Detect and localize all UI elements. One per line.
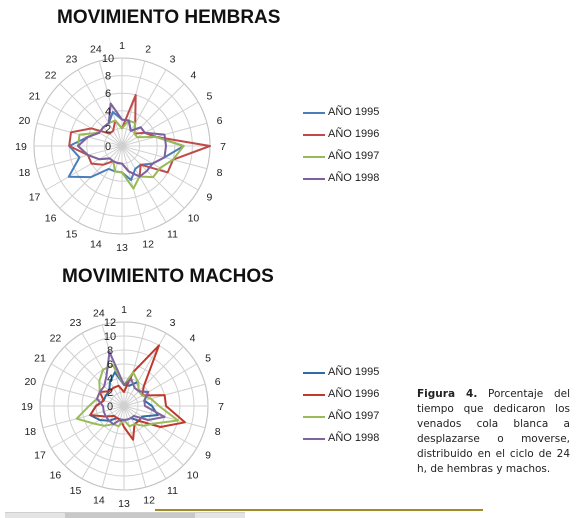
category-label: 16 (49, 469, 62, 482)
legend-hembras (303, 106, 423, 206)
category-label: 17 (34, 449, 46, 462)
horizontal-scrollbar[interactable] (5, 512, 245, 518)
category-label: 7 (220, 141, 226, 153)
figure-caption (417, 387, 570, 477)
legend-label: AÑO 1996 (328, 388, 380, 400)
category-label: 4 (190, 69, 197, 82)
caption-label: Figura 4. (417, 388, 478, 400)
category-label: 3 (169, 53, 176, 66)
category-label: 15 (65, 228, 78, 241)
category-label: 2 (146, 307, 153, 320)
category-label: 20 (18, 114, 31, 127)
legend-swatch (303, 112, 325, 114)
category-label: 13 (116, 242, 128, 254)
category-label: 10 (187, 212, 200, 225)
category-label: 1 (121, 304, 127, 316)
category-label: 4 (189, 332, 196, 345)
category-label: 3 (169, 316, 176, 329)
radial-tick-label: 2 (104, 123, 112, 136)
category-label: 16 (44, 212, 57, 225)
category-label: 7 (218, 401, 224, 413)
scrollbar-thumb[interactable] (65, 513, 195, 518)
category-label: 6 (216, 114, 223, 127)
category-label: 20 (24, 375, 37, 388)
legend-swatch (303, 372, 325, 374)
radial-tick-label: 6 (104, 88, 112, 101)
radial-tick-label: 8 (106, 345, 114, 357)
category-label: 2 (145, 43, 152, 56)
category-label: 12 (143, 494, 155, 507)
category-label: 15 (69, 485, 82, 498)
category-label: 23 (69, 316, 82, 329)
legend-label: AÑO 1996 (328, 128, 380, 140)
category-label: 18 (24, 426, 37, 439)
category-label: 21 (34, 352, 46, 365)
legend-label: AÑO 1998 (328, 432, 380, 444)
radial-tick-label: 10 (101, 53, 115, 65)
category-label: 10 (186, 469, 199, 482)
legend-swatch (303, 394, 325, 396)
category-label: 17 (28, 191, 41, 204)
legend-label: AÑO 1997 (328, 150, 380, 162)
legend-swatch (303, 438, 325, 440)
legend-swatch (303, 178, 325, 180)
category-label: 14 (93, 494, 105, 507)
category-label: 5 (205, 352, 211, 365)
radial-tick-label: 8 (104, 70, 112, 83)
legend-machos (303, 366, 423, 466)
category-label: 22 (49, 332, 62, 345)
caption-text: Porcentaje del tiempo que dedicaron los venados cola blanca a desplazarse o moverse, distribuido en el ciclo de 24 h, de hembras y machos. (417, 388, 570, 475)
category-label: 13 (118, 498, 130, 510)
legend-label: AÑO 1997 (328, 410, 380, 422)
category-label: 12 (142, 238, 154, 251)
legend-label: AÑO 1995 (328, 106, 380, 118)
category-label: 11 (167, 485, 178, 498)
category-label: 22 (44, 69, 57, 82)
legend-label: AÑO 1995 (328, 366, 380, 378)
category-label: 19 (15, 141, 27, 153)
category-label: 9 (205, 449, 211, 462)
category-label: 8 (214, 426, 221, 439)
radial-tick-label: 6 (106, 359, 114, 371)
radial-tick-label: 4 (104, 105, 112, 118)
category-label: 11 (167, 228, 178, 241)
legend-swatch (303, 134, 325, 136)
radial-tick-label: 4 (106, 373, 114, 385)
category-label: 19 (21, 401, 33, 413)
radial-tick-label: 12 (103, 317, 117, 329)
radial-tick-label: 0 (104, 141, 112, 153)
radial-tick-label: 10 (103, 331, 117, 343)
category-label: 24 (90, 43, 102, 56)
category-label: 8 (216, 167, 223, 180)
legend-label: AÑO 1998 (328, 172, 380, 184)
legend-swatch (303, 156, 325, 158)
category-label: 9 (206, 191, 213, 204)
category-label: 23 (65, 53, 78, 66)
chart-title-machos: MOVIMIENTO MACHOS (62, 266, 274, 287)
chart-title-hembras: MOVIMIENTO HEMBRAS (57, 7, 281, 28)
legend-swatch (303, 416, 325, 418)
category-label: 5 (206, 90, 213, 103)
category-label: 6 (214, 375, 221, 388)
category-label: 14 (90, 238, 102, 251)
radial-tick-label: 2 (106, 387, 114, 399)
category-label: 18 (18, 167, 31, 180)
category-label: 1 (119, 40, 125, 52)
category-label: 21 (28, 90, 41, 103)
radial-tick-label: 0 (106, 401, 114, 413)
divider-line (155, 509, 483, 511)
category-label: 24 (93, 307, 105, 320)
